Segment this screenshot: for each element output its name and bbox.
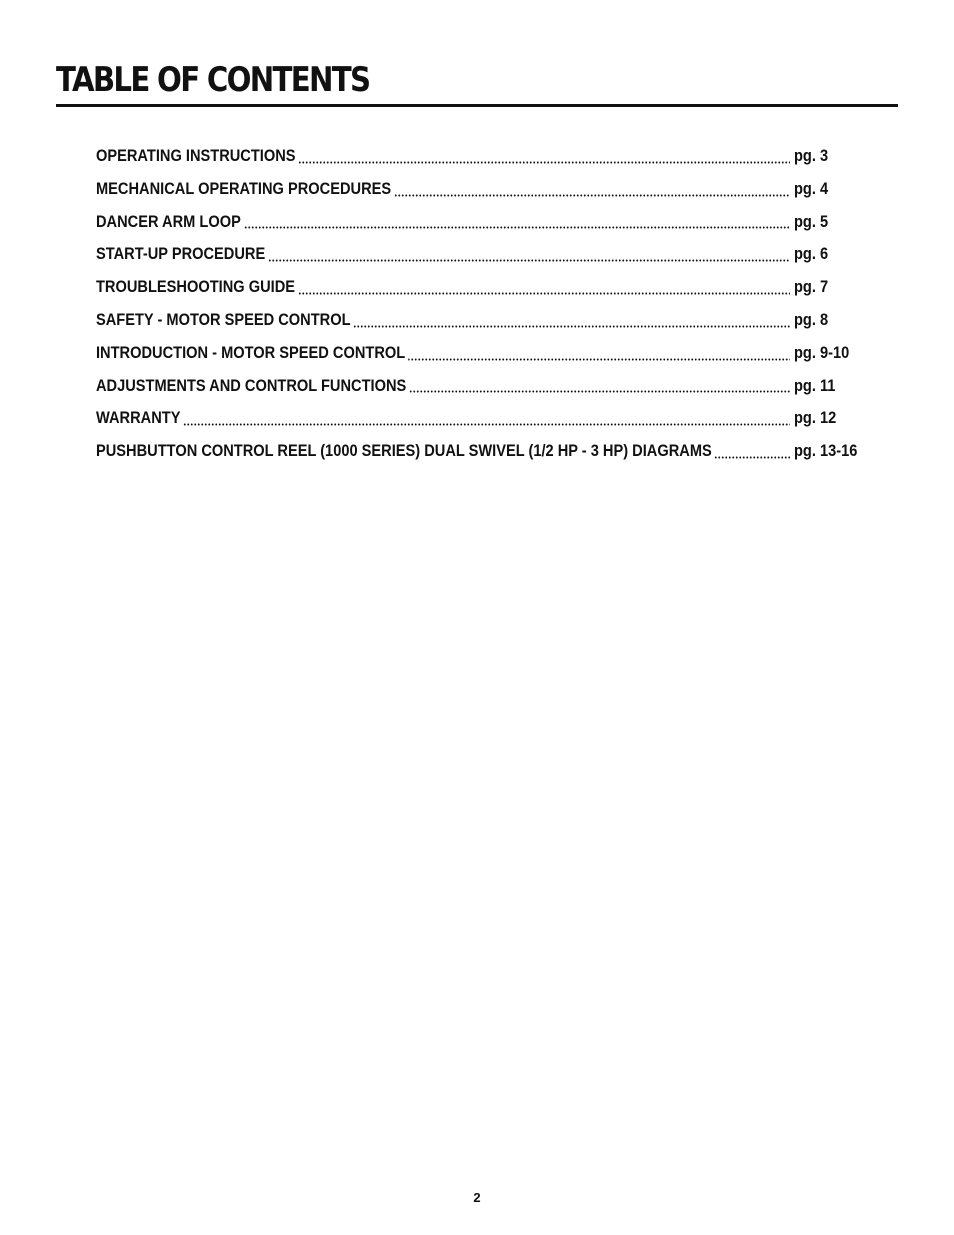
- toc-entry-page: pg. 9-10: [794, 342, 850, 362]
- toc-entry-dancer-arm-loop[interactable]: [96, 206, 866, 239]
- toc-entry-page: pg. 11: [794, 375, 836, 395]
- dot-leader: [409, 379, 790, 393]
- toc-entry-label: PUSHBUTTON CONTROL REEL (1000 SERIES) DUAL SWIVEL (1/2 HP - 3 HP) DIAGRAMS: [96, 435, 714, 468]
- toc-list: [96, 140, 866, 468]
- toc-entry-troubleshooting-guide[interactable]: [96, 271, 866, 304]
- toc-entry-page: pg. 4: [794, 178, 829, 198]
- toc-entry-page: pg. 8: [794, 309, 829, 329]
- toc-entry-label: TROUBLESHOOTING GUIDE: [96, 271, 298, 304]
- toc-entry-page: pg. 13-16: [794, 441, 858, 461]
- dot-leader: [353, 314, 790, 328]
- toc-entry-page: pg. 6: [794, 244, 829, 264]
- toc-entry-start-up-procedure[interactable]: [96, 238, 866, 271]
- dot-leader: [298, 281, 790, 295]
- toc-entry-label: WARRANTY: [96, 402, 183, 435]
- toc-entry-label: SAFETY - MOTOR SPEED CONTROL: [96, 304, 353, 337]
- page-number: 2: [473, 1190, 481, 1205]
- toc-entry-adjustments-and-control-functions[interactable]: [96, 370, 866, 403]
- toc-entry-operating-instructions[interactable]: [96, 140, 866, 173]
- toc-entry-pushbutton-control-reel-diagrams[interactable]: [96, 435, 866, 468]
- title-divider: [56, 104, 898, 107]
- toc-entry-page: pg. 12: [794, 408, 837, 428]
- toc-entry-safety-motor-speed-control[interactable]: [96, 304, 866, 337]
- toc-entry-label: INTRODUCTION - MOTOR SPEED CONTROL: [96, 337, 408, 370]
- toc-entry-mechanical-operating-procedures[interactable]: [96, 173, 866, 206]
- dot-leader: [714, 445, 790, 459]
- toc-entry-label: ADJUSTMENTS AND CONTROL FUNCTIONS: [96, 370, 409, 403]
- toc-entry-page: pg. 7: [794, 277, 829, 297]
- toc-entry-warranty[interactable]: [96, 402, 866, 435]
- toc-entry-label: OPERATING INSTRUCTIONS: [96, 140, 298, 173]
- page-title: TABLE OF CONTENTS: [56, 60, 370, 100]
- dot-leader: [394, 183, 790, 197]
- dot-leader: [298, 150, 790, 164]
- dot-leader: [407, 347, 790, 361]
- toc-entry-introduction-motor-speed-control[interactable]: [96, 337, 866, 370]
- dot-leader: [244, 215, 790, 229]
- toc-entry-label: DANCER ARM LOOP: [96, 206, 243, 239]
- toc-entry-label: START-UP PROCEDURE: [96, 238, 268, 271]
- toc-entry-label: MECHANICAL OPERATING PROCEDURES: [96, 173, 394, 206]
- toc-entry-page: pg. 3: [794, 146, 829, 165]
- dot-leader: [183, 412, 790, 426]
- toc-entry-page: pg. 5: [794, 211, 829, 231]
- dot-leader: [268, 248, 790, 262]
